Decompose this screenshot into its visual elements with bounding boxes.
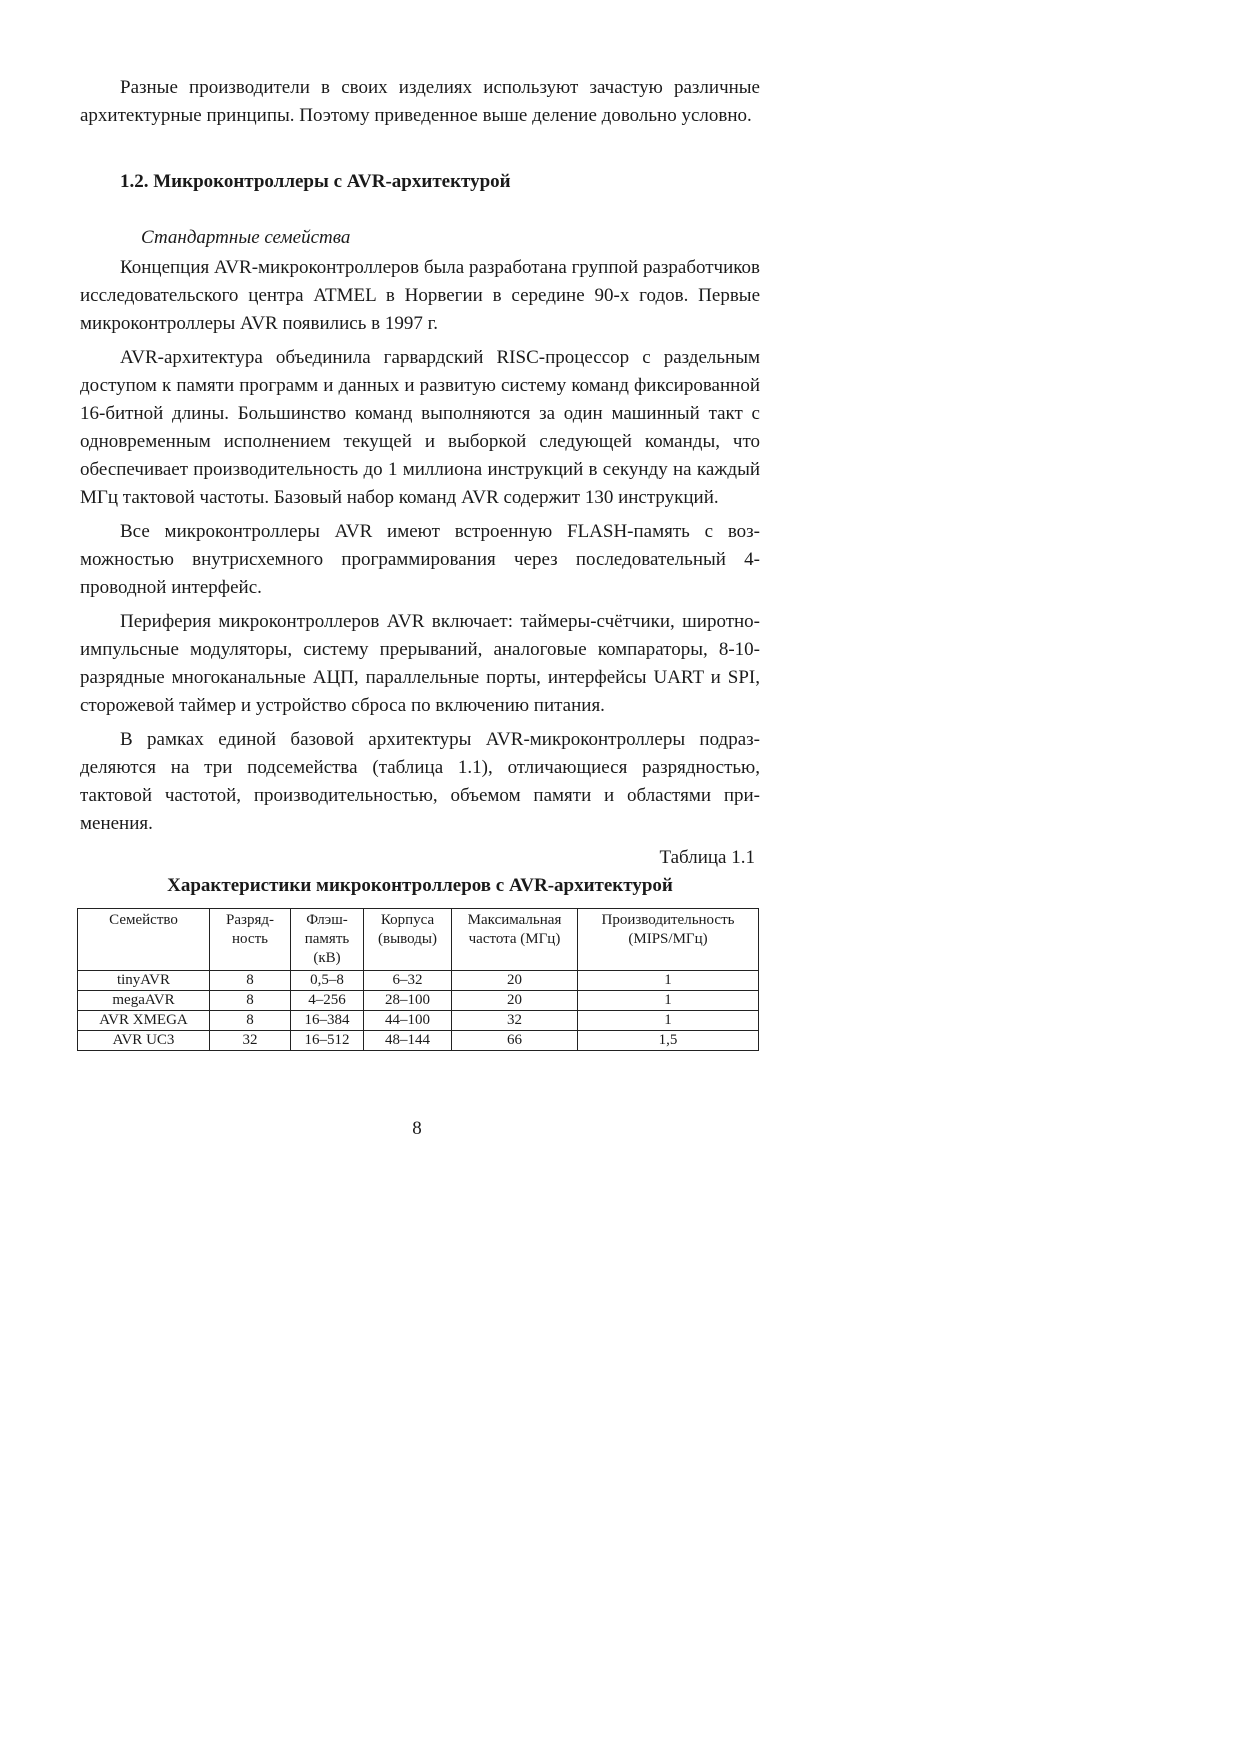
table-title: Характеристики микроконтроллеров с AVR-архитектурой	[167, 875, 673, 896]
table-row	[78, 991, 759, 1011]
table-label: Таблица 1.1	[659, 847, 755, 868]
table-cell: 4–256	[291, 991, 364, 1011]
intro-paragraph: Разные производители в своих изделиях используют зачастую различные архитектурные принципы. Поэтому приведенное выше деление довольно условно.	[80, 77, 760, 126]
header-line: Производительность	[601, 912, 735, 928]
header-package	[364, 909, 452, 971]
header-line: Разряд-	[226, 912, 274, 928]
header-performance	[578, 909, 759, 971]
table-cell: 1	[578, 971, 759, 991]
table-cell: 32	[452, 1011, 578, 1031]
subsection-heading: Стандартные семейства	[141, 227, 351, 248]
header-line: Семейство	[109, 912, 178, 928]
table-row	[78, 971, 759, 991]
table-cell: 8	[210, 971, 291, 991]
table-cell: 0,5–8	[291, 971, 364, 991]
header-line: память	[304, 931, 350, 947]
table-cell: 44–100	[364, 1011, 452, 1031]
header-line: (кВ)	[313, 950, 341, 966]
header-family	[78, 909, 210, 971]
table-cell: tinyAVR	[78, 971, 210, 991]
page-number: 8	[412, 1118, 422, 1139]
body-paragraph: Все микроконтроллеры AVR имеют встроенную FLASH-память с возможностью внутрисхемного программирования через последовательный 4-проводной интерфейс.	[80, 521, 760, 598]
body-paragraph: AVR-архитектура объединила гарвардский RISC-процессор с раздельным доступом к памяти программ и данных и развитую систему команд фиксированной 16-битной длины. Большинство команд выполняются за один машинный такт с одновременным исполнением текущей и выборкой следующей команды, что обеспечивает производительность до 1 миллиона инструкций в секунду на каждый МГц тактовой частоты. Базовый набор команд AVR содержит 130 инструкций.	[80, 347, 760, 508]
page-body	[80, 74, 760, 1051]
header-line: (выводы)	[378, 931, 437, 947]
header-line: Флэш-	[306, 912, 348, 928]
table-cell: AVR XMEGA	[78, 1011, 210, 1031]
table-row	[78, 1011, 759, 1031]
table-row	[78, 1031, 759, 1051]
header-frequency	[452, 909, 578, 971]
body-paragraph: В рамках единой базовой архитектуры AVR-микроконтроллеры подразделяются на три подсемейства (таблица 1.1), отличающиеся разрядностью, тактовой частотой, производительностью, объемом памяти и областями применения.	[80, 729, 760, 834]
table-cell: 20	[452, 991, 578, 1011]
body-paragraph: Периферия микроконтроллеров AVR включает: таймеры-счётчики, широтно-импульсные модуляторы, систему прерываний, аналоговые компараторы, 8-10-разрядные многоканальные АЦП, параллельные порты, интерфейсы UART и SPI, сторожевой таймер и устройство сброса по включению питания.	[80, 611, 760, 716]
header-flash	[291, 909, 364, 971]
table-cell: 16–512	[291, 1031, 364, 1051]
table-cell: megaAVR	[78, 991, 210, 1011]
table-cell: 8	[210, 1011, 291, 1031]
table-cell: 20	[452, 971, 578, 991]
header-line: (MIPS/МГц)	[628, 931, 708, 947]
header-line: частота (МГц)	[468, 931, 561, 947]
header-bits	[210, 909, 291, 971]
table-cell: 28–100	[364, 991, 452, 1011]
section-heading: 1.2. Микроконтроллеры с AVR-архитектурой	[120, 171, 511, 192]
table-cell: 1	[578, 1011, 759, 1031]
table-header-row	[78, 909, 759, 971]
table-cell: 16–384	[291, 1011, 364, 1031]
table-cell: 48–144	[364, 1031, 452, 1051]
table-cell: 32	[210, 1031, 291, 1051]
characteristics-table	[77, 908, 759, 1051]
header-line: ность	[232, 931, 268, 947]
table-cell: 8	[210, 991, 291, 1011]
table-cell: 1,5	[578, 1031, 759, 1051]
table-cell: 66	[452, 1031, 578, 1051]
table-cell: 6–32	[364, 971, 452, 991]
header-line: Максимальная	[467, 912, 562, 928]
body-paragraph: Концепция AVR-микроконтроллеров была разработана группой разработчиков исследовательского центра ATMEL в Норвегии в середине 90-х годов. Первые микроконтроллеры AVR появились в 1997 г.	[80, 257, 760, 334]
header-line: Корпуса	[380, 912, 435, 928]
table-cell: AVR UC3	[78, 1031, 210, 1051]
table-cell: 1	[578, 991, 759, 1011]
